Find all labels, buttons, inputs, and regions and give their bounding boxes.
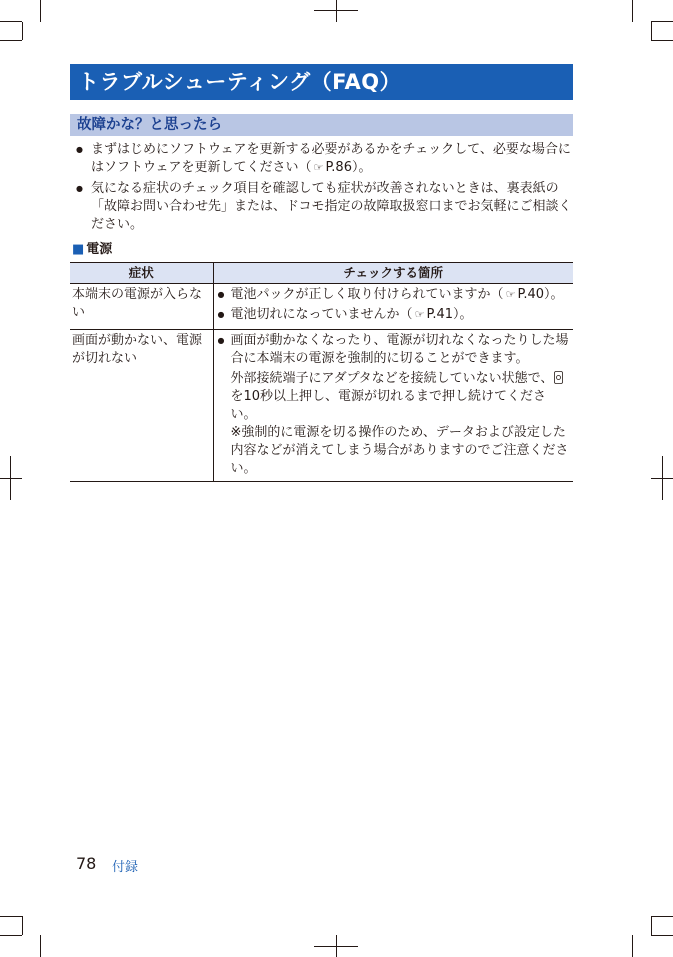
- chapter-label: 付録: [112, 860, 139, 875]
- page-number: 78: [76, 854, 97, 873]
- check-cell: [213, 330, 573, 482]
- symptom-cell: 画面が動かない、電源が切れない: [70, 330, 213, 482]
- column-header-check: チェックする箇所: [213, 263, 573, 284]
- table-row: [70, 330, 573, 482]
- hand-pointer-icon: ☞: [414, 308, 425, 321]
- reference-link[interactable]: P.86）。: [325, 160, 372, 175]
- power-key-icon: [554, 371, 563, 384]
- table-header-row: [70, 263, 573, 284]
- reference-link[interactable]: P.41）。: [426, 307, 473, 322]
- column-header-symptom: 症状: [70, 263, 213, 284]
- check-note: ※強制的に電源を切る操作のため、データおよび設定した内容などが消えてしまう場合がありますのでご注意ください。: [230, 425, 569, 476]
- hand-pointer-icon: ☞: [505, 288, 516, 301]
- intro-list: [76, 141, 574, 237]
- intro-item: ● 気になる症状のチェック項目を確認しても症状が改善されないときは、裏表紙の「故障お問い合わせ先」または、ドコモ指定の故障取扱窓口までお気軽にご相談ください。: [76, 180, 574, 234]
- subsection-title: 故障かな？と思ったら: [70, 114, 573, 136]
- page-title: トラブルシューティング（FAQ）: [70, 64, 573, 100]
- reference-link[interactable]: P.40）。: [517, 287, 564, 302]
- section-heading: ■ 電源: [72, 242, 113, 257]
- faq-table: [70, 262, 573, 482]
- check-cell: [213, 284, 573, 330]
- check-item: ● 画面が動かなくなったり、電源が切れなくなったりした場合に本端末の電源を強制的に切ることができます。: [216, 332, 572, 368]
- check-item: ● 電池切れになっていませんか（ ☞ P.41）。: [216, 306, 572, 324]
- hand-pointer-icon: ☞: [313, 161, 324, 174]
- section-marker-icon: ■: [72, 242, 85, 257]
- check-item: ● 電池パックが正しく取り付けられていますか（ ☞ P.40）。: [216, 286, 572, 304]
- check-detail: 外部接続端子にアダプタなどを接続していない状態で、を10秒以上押し、電源が切れるまで押し続けてください。: [216, 370, 572, 424]
- table-row: [70, 284, 573, 330]
- intro-item: ● まずはじめにソフトウェアを更新する必要があるかをチェックして、必要な場合にはソフトウェアを更新してください（ ☞ P.86）。: [76, 141, 574, 177]
- symptom-cell: 本端末の電源が入らない: [70, 284, 213, 330]
